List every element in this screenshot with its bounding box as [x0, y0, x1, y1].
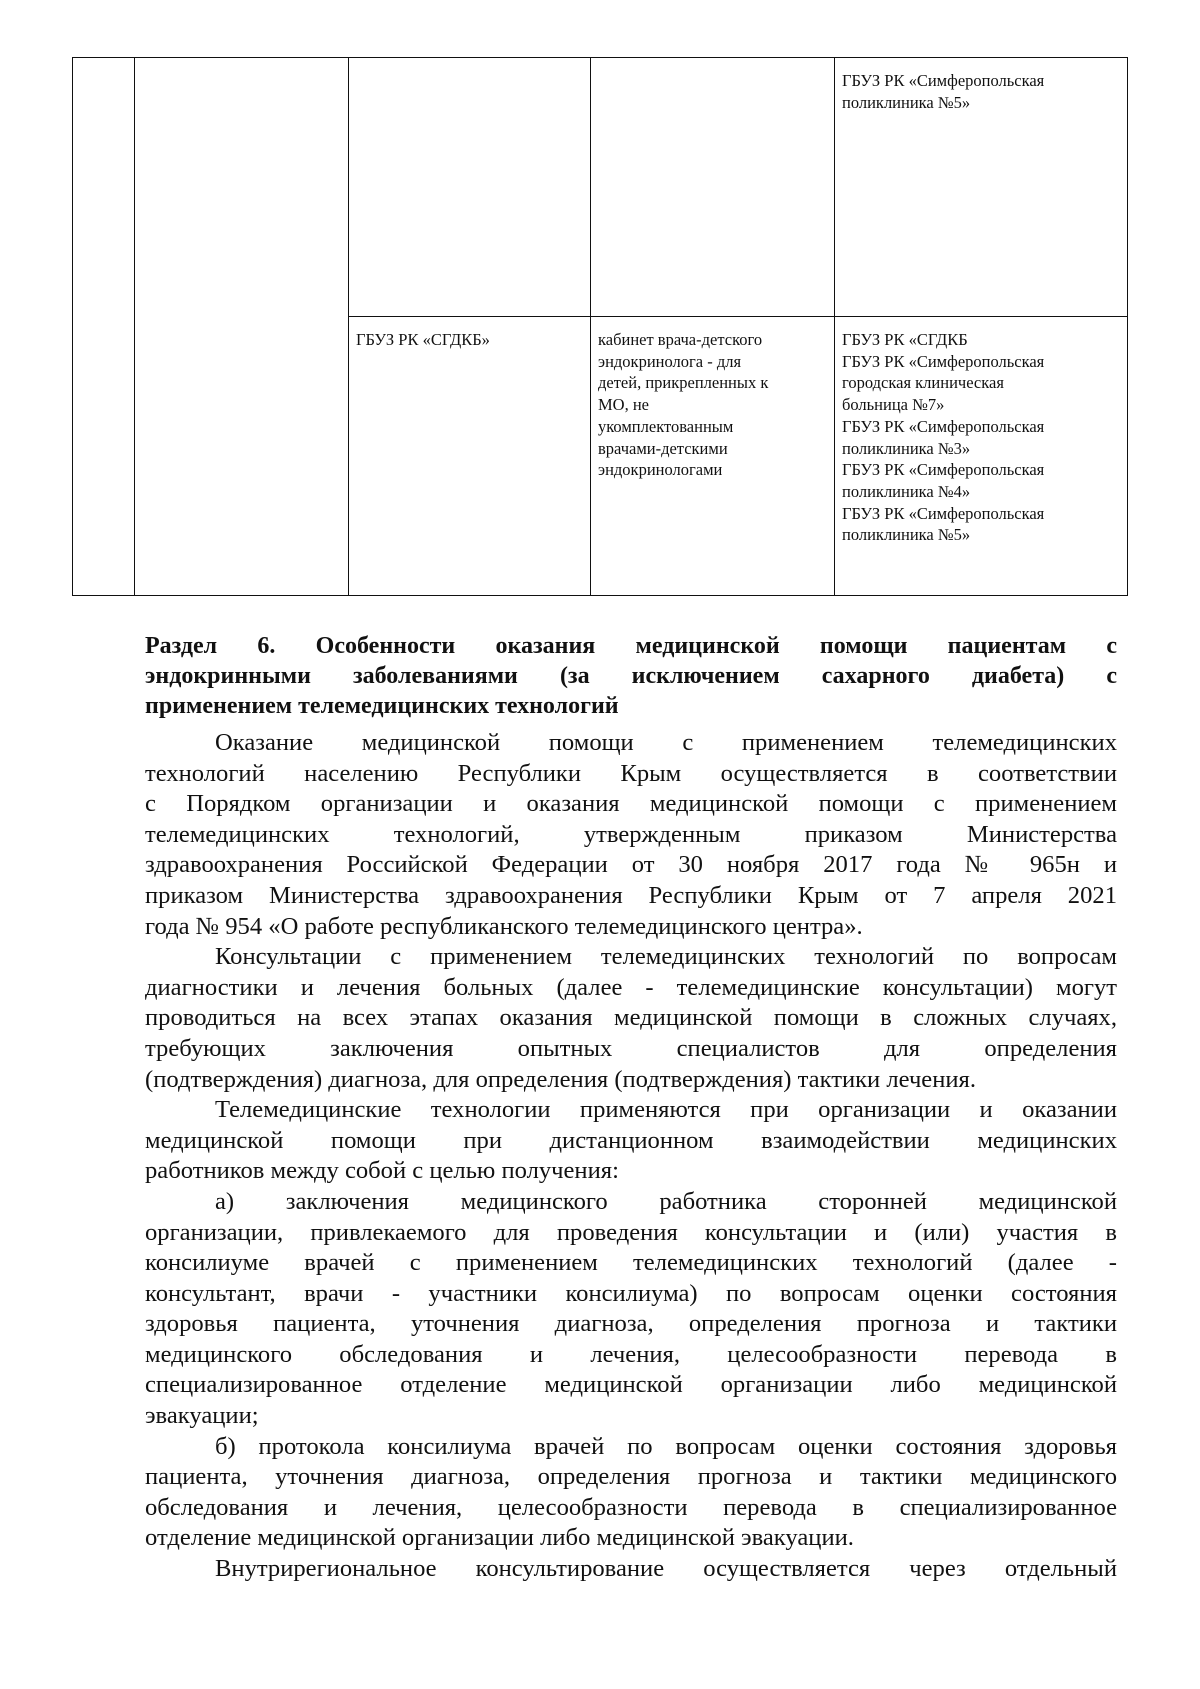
cell-line: эндокринологами: [598, 460, 723, 480]
paragraph-line: Оказание медицинской помощи с применением телемедицинских: [215, 729, 1117, 756]
cell-line: кабинет врача-детского: [598, 330, 763, 349]
paragraph-line: (подтверждения) диагноза, для определения (подтверждения) тактики лечения.: [145, 1065, 977, 1093]
cell-line: ГБУЗ РК «СГДКБ»: [356, 330, 490, 349]
table-cell-unit: [591, 58, 835, 317]
cell-line: больница №7»: [842, 395, 945, 415]
cell-line: поликлиника №3»: [842, 438, 971, 458]
cell-line: ГБУЗ РК «Симферопольская: [842, 71, 1045, 90]
paragraph-line: специализированное отделение медицинской организации либо медицинской: [145, 1371, 1117, 1399]
table-cell-attached-orgs: [835, 317, 1128, 596]
section-body: [145, 728, 1117, 1585]
cell-line: ГБУЗ РК «Симферопольская: [842, 351, 1045, 371]
paragraph-line: а) заключения медицинского работника сторонней медицинской: [215, 1187, 1117, 1215]
paragraph-line: телемедицинских технологий, утвержденным приказом Министерства: [145, 820, 1117, 848]
table-cell-unit: [591, 317, 835, 596]
paragraph-line: здравоохранения Российской Федерации от 30 ноября 2017 года № 965н и: [145, 851, 1117, 879]
paragraph-line: б) протокола консилиума врачей по вопросам оценки состояния здоровья: [215, 1432, 1117, 1460]
paragraph-line: года № 954 «О работе республиканского телемедицинского центра».: [145, 912, 863, 940]
table-cell-condition: [135, 58, 349, 596]
heading-line: Раздел 6. Особенности оказания медицинской помощи пациентам с: [145, 633, 1117, 659]
paragraph-line: проводиться на всех этапах оказания медицинской помощи в сложных случаях,: [145, 1004, 1117, 1032]
cell-line: ГБУЗ РК «Симферопольская: [842, 503, 1045, 523]
paragraph-line: консилиуме врачей с применением телемедицинских технологий (далее -: [145, 1249, 1117, 1277]
paragraph-line: работников между собой с целью получения:: [145, 1157, 619, 1185]
paragraph-line: обследования и лечения, целесообразности перевода в специализированное: [145, 1493, 1117, 1521]
table-cell-organization: [349, 317, 591, 596]
cell-line: поликлиника №5»: [842, 525, 971, 545]
routing-table: [72, 57, 1128, 596]
paragraph-line: приказом Министерства здравоохранения Республики Крым от 7 апреля 2021: [145, 881, 1117, 909]
paragraph-line: здоровья пациента, уточнения диагноза, определения прогноза и тактики: [145, 1310, 1117, 1338]
cell-line: городская клиническая: [842, 373, 1004, 393]
table-row: [73, 58, 1128, 317]
table-cell-organization: [349, 58, 591, 317]
paragraph-line: требующих заключения опытных специалистов для определения: [145, 1034, 1117, 1062]
heading-line: эндокринными заболеваниями (за исключением сахарного диабета) с: [145, 663, 1117, 689]
paragraph-line: пациента, уточнения диагноза, определения прогноза и тактики медицинского: [145, 1463, 1117, 1491]
cell-line: поликлиника №5»: [842, 92, 971, 112]
table-cell-attached-orgs: [835, 58, 1128, 317]
paragraph-line: организации, привлекаемого для проведения консультации и (или) участия в: [145, 1218, 1117, 1246]
section-heading: [145, 631, 1117, 721]
paragraph-line: технологий населению Республики Крым осуществляется в соответствии: [145, 759, 1117, 787]
cell-line: эндокринолога - для: [598, 351, 742, 371]
paragraph-line: Внутрирегиональное консультирование осуществляется через отдельный: [215, 1555, 1117, 1583]
paragraph-line: эвакуации;: [145, 1402, 259, 1430]
paragraph-line: с Порядком организации и оказания медицинской помощи с применением: [145, 790, 1117, 818]
paragraph-line: медицинской помощи при дистанционном взаимодействии медицинских: [145, 1126, 1117, 1154]
paragraph-line: Консультации с применением телемедицинских технологий по вопросам: [215, 943, 1117, 971]
cell-line: МО, не: [598, 395, 649, 415]
cell-line: укомплектованным: [598, 416, 734, 436]
cell-line: ГБУЗ РК «Симферопольская: [842, 416, 1045, 436]
cell-line: поликлиника №4»: [842, 481, 971, 501]
paragraph-line: отделение медицинской организации либо медицинской эвакуации.: [145, 1524, 854, 1552]
cell-line: детей, прикрепленных к: [598, 373, 769, 393]
paragraph-line: Телемедицинские технологии применяются при организации и оказании: [215, 1096, 1117, 1124]
table-cell-number: [73, 58, 135, 596]
cell-line: ГБУЗ РК «Симферопольская: [842, 460, 1045, 480]
paragraph-line: диагностики и лечения больных (далее - телемедицинские консультации) могут: [145, 973, 1117, 1001]
heading-line: применением телемедицинских технологий: [145, 693, 619, 719]
cell-line: врачами-детскими: [598, 438, 728, 458]
paragraph-line: медицинского обследования и лечения, целесообразности перевода в: [145, 1340, 1117, 1368]
cell-line: ГБУЗ РК «СГДКБ: [842, 330, 968, 349]
paragraph-line: консультант, врачи - участники консилиума) по вопросам оценки состояния: [145, 1279, 1117, 1307]
